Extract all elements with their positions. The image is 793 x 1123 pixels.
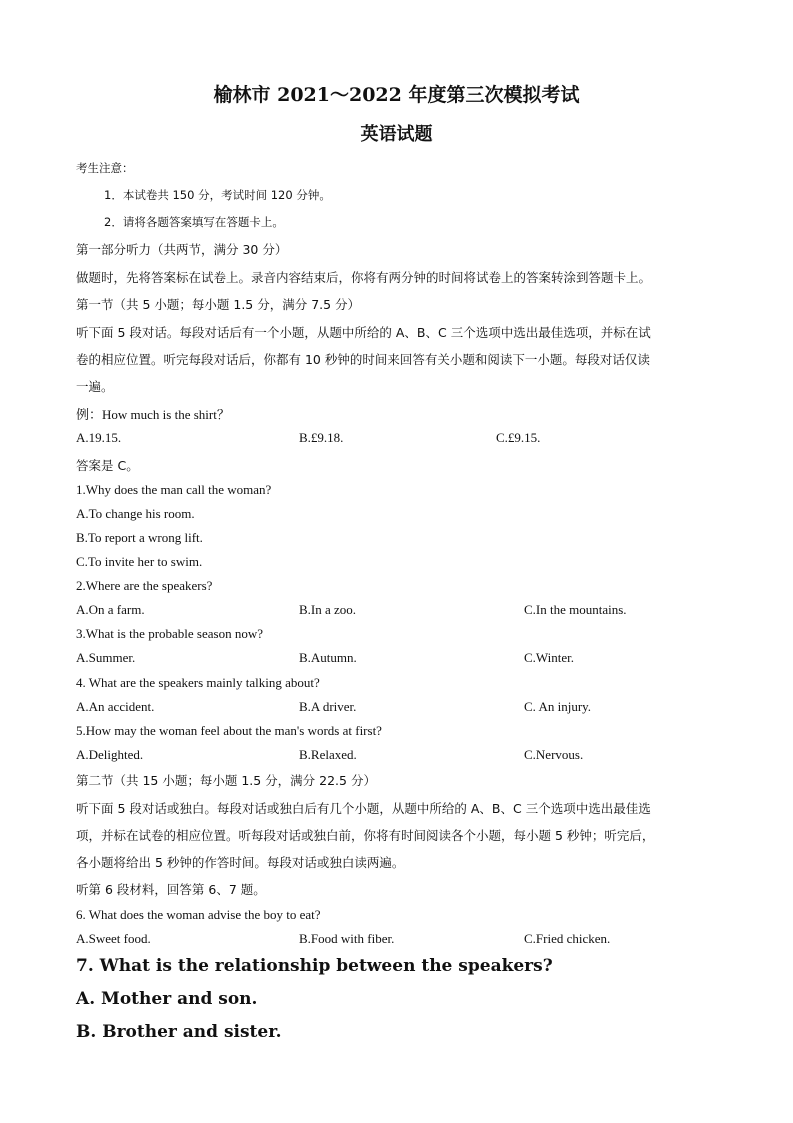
example-option-a: A.19.15. [76,430,122,445]
notice-heading: 考生注意： [76,161,134,175]
exam-subtitle: 英语试题 [360,124,433,145]
question-3: 3.What is the probable season now? [76,626,264,641]
q4-option-b: B.A driver. [299,699,357,714]
q2-option-c: C.In the mountains. [524,602,627,617]
q4-option-c: C. An injury. [524,699,592,714]
q6-option-c: C.Fried chicken. [524,931,611,946]
q2-option-a: A.On a farm. [76,602,145,617]
question-7: 7. What is the relationship between the speakers? [76,956,553,976]
part1-instruction: 做题时，先将答案标在试卷上。录音内容结束后，你将有两分钟的时间将试卷上的答案转涂到答题卡上。 [76,270,652,285]
section1-instruction-line: 卷的相应位置。听完每段对话后，你都有 10 秒钟的时间来回答有关小题和阅读下一小题。每段对话仅读 [76,352,650,367]
section2-instruction-line: 听下面 5 段对话或独白。每段对话或独白后有几个小题，从题中所给的 A、B、C 三个选项中选出最佳选 [76,801,651,816]
example-option-b: B.£9.18. [299,430,344,445]
q3-option-c: C.Winter. [524,650,575,665]
section1-instruction-line: 一遍。 [76,379,114,394]
example-option-c: C.£9.15. [496,430,541,445]
q1-option-c: C.To invite her to swim. [76,554,203,569]
q5-option-b: B.Relaxed. [299,747,357,762]
question-4: 4. What are the speakers mainly talking about? [76,675,320,690]
exam-title: 榆林市 2021～2022 年度第三次模拟考试 [213,84,580,106]
q4-option-a: A.An accident. [76,699,155,714]
example-question: 例：How much is the shirt？ [76,407,230,422]
q1-option-b: B.To report a wrong lift. [76,530,203,545]
q2-option-b: B.In a zoo. [299,602,357,617]
section2-instruction-line: 项，并标在试卷的相应位置。听每段对话或独白前，你将有时间阅读各个小题，每小题 5 秒钟；听完后， [76,828,655,843]
material-note: 听第 6 段材料，回答第 6、7 题。 [76,882,266,897]
q5-option-a: A.Delighted. [76,747,144,762]
q3-option-a: A.Summer. [76,650,136,665]
q6-option-b: B.Food with fiber. [299,931,395,946]
q7-option-a: A. Mother and son. [76,989,258,1009]
notice-item: 1．本试卷共 150 分，考试时间 120 分钟。 [104,188,331,202]
question-2: 2.Where are the speakers? [76,578,213,593]
section2-instruction-line: 各小题将给出 5 秒钟的作答时间。每段对话或独白读两遍。 [76,855,405,870]
question-1: 1.Why does the man call the woman? [76,482,272,497]
part1-heading: 第一部分听力（共两节，满分 30 分） [76,242,288,257]
section2-heading: 第二节（共 15 小题；每小题 1.5 分，满分 22.5 分） [76,773,376,788]
notice-item: 2．请将各题答案填写在答题卡上。 [104,215,284,229]
section1-heading: 第一节（共 5 小题；每小题 1.5 分，满分 7.5 分） [76,297,361,312]
q6-option-a: A.Sweet food. [76,931,151,946]
q3-option-b: B.Autumn. [299,650,357,665]
example-answer: 答案是 C。 [76,458,139,473]
q7-option-b: B. Brother and sister. [76,1022,282,1042]
q5-option-c: C.Nervous. [524,747,584,762]
question-5: 5.How may the woman feel about the man's words at first? [76,723,382,738]
question-6: 6. What does the woman advise the boy to eat? [76,907,321,922]
q1-option-a: A.To change his room. [76,506,195,521]
section1-instruction-line: 听下面 5 段对话。每段对话后有一个小题，从题中所给的 A、B、C 三个选项中选出最佳选项，并标在试 [76,325,651,340]
